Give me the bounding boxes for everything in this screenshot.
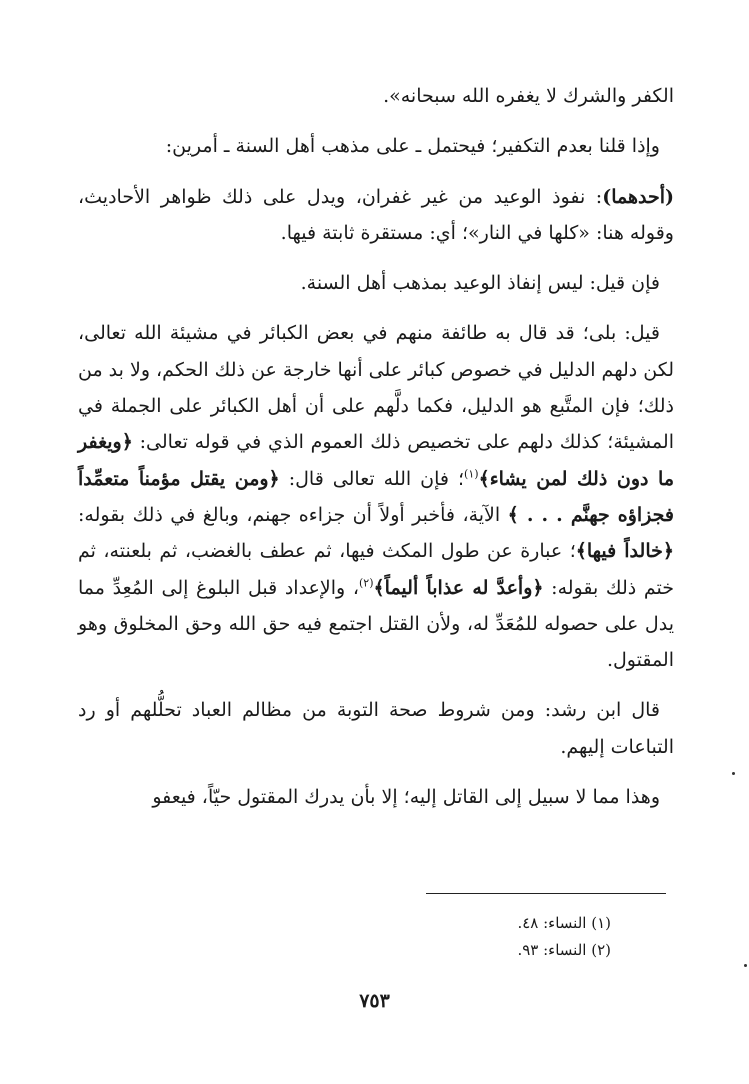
paragraph-objection: فإن قيل: ليس إنفاذ الوعيد بمذهب أهل السنة.	[300, 272, 660, 295]
quran-verse-1: ﴿ويغفر ما دون ذلك لمن يشاء﴾	[78, 431, 674, 490]
paragraph-ibn-rushd: قال ابن رشد: ومن شروط صحة التوبة من مظالم العباد تحلُّلهم أو رد التباعات إليهم.	[78, 699, 674, 758]
footnote-2: (٢) النساء: ٩٣.	[517, 941, 611, 959]
paragraph-first-option: (أحدهما): نفوذ الوعيد من غير غفران، ويدل على ذلك ظواهر الأحاديث، وقوله هنا: «كلها في النار»؛ أي: مستقرة ثابتة فيها.	[78, 185, 674, 244]
footnotes	[311, 910, 611, 964]
footnote-ref-1: (١)	[464, 467, 479, 481]
scan-speck	[744, 964, 747, 967]
paragraph-response: قيل: بلى؛ قد قال به طائفة منهم في بعض الكبائر في مشيئة الله تعالى، لكن دلهم الدليل في خصوص كبائر على أنها خارجة عن ذلك الحكم، ولا بد من ذلك؛ فإن المتَّبع هو الدليل، فكما دلَّهم على أن أهل الكبائر على الجملة في المشيئة؛ كذلك دلهم على تخصيص ذلك العموم الذي في قوله تعالى: ﴿ويغفر ما دون ذلك لمن يشاء﴾$^{(١)}$؛ فإن الله تعالى قال: ﴿ومن يقتل مؤمناً متعمِّداً فجزاؤه جهنَّم . . . ﴾ الآية، فأخبر أولاً أن جزاءه جهنم، وبالغ في ذلك بقوله: ﴿خالداً فيها﴾؛ عبارة عن طول المكث فيها، ثم عطف بالغضب، ثم بلعنته، ثم ختم ذلك بقوله: ﴿وأعدَّ له عذاباً أليماً﴾$^{(٢)}$، والإعداد قبل البلوغ إلى المُعِدِّ مما يدل على حصوله للمُعَدِّ له، ولأن القتل اجتمع فيه حق الله وحق المخلوق وهو المقتول.	[78, 322, 674, 672]
scan-speck	[732, 772, 735, 775]
paragraph-final: وهذا مما لا سبيل إلى القاتل إليه؛ إلا بأن يدرك المقتول حيّاً، فيعفو	[152, 786, 660, 809]
paragraph-two-options: وإذا قلنا بعدم التكفير؛ فيحتمل ـ على مذهب أهل السنة ـ أمرين:	[165, 135, 660, 158]
footnote-divider	[426, 893, 666, 894]
quran-verse-3: ﴿خالداً فيها﴾	[575, 540, 674, 563]
footnote-ref-2: (٢)	[359, 576, 374, 590]
paragraph-continuation: الكفر والشرك لا يغفره الله سبحانه».	[383, 85, 674, 107]
footnote-1: (١) النساء: ٤٨.	[517, 914, 611, 932]
quran-verse-2: ﴿ومن يقتل مؤمناً متعمِّداً فجزاؤه جهنَّم . . . ﴾	[78, 467, 674, 526]
quran-verse-4: ﴿وأعدَّ له عذاباً أليماً﴾	[373, 576, 544, 599]
first-option-label: (أحدهما)	[602, 185, 674, 208]
body-text	[78, 78, 674, 815]
page-number: ٧٥٣	[359, 990, 390, 1012]
